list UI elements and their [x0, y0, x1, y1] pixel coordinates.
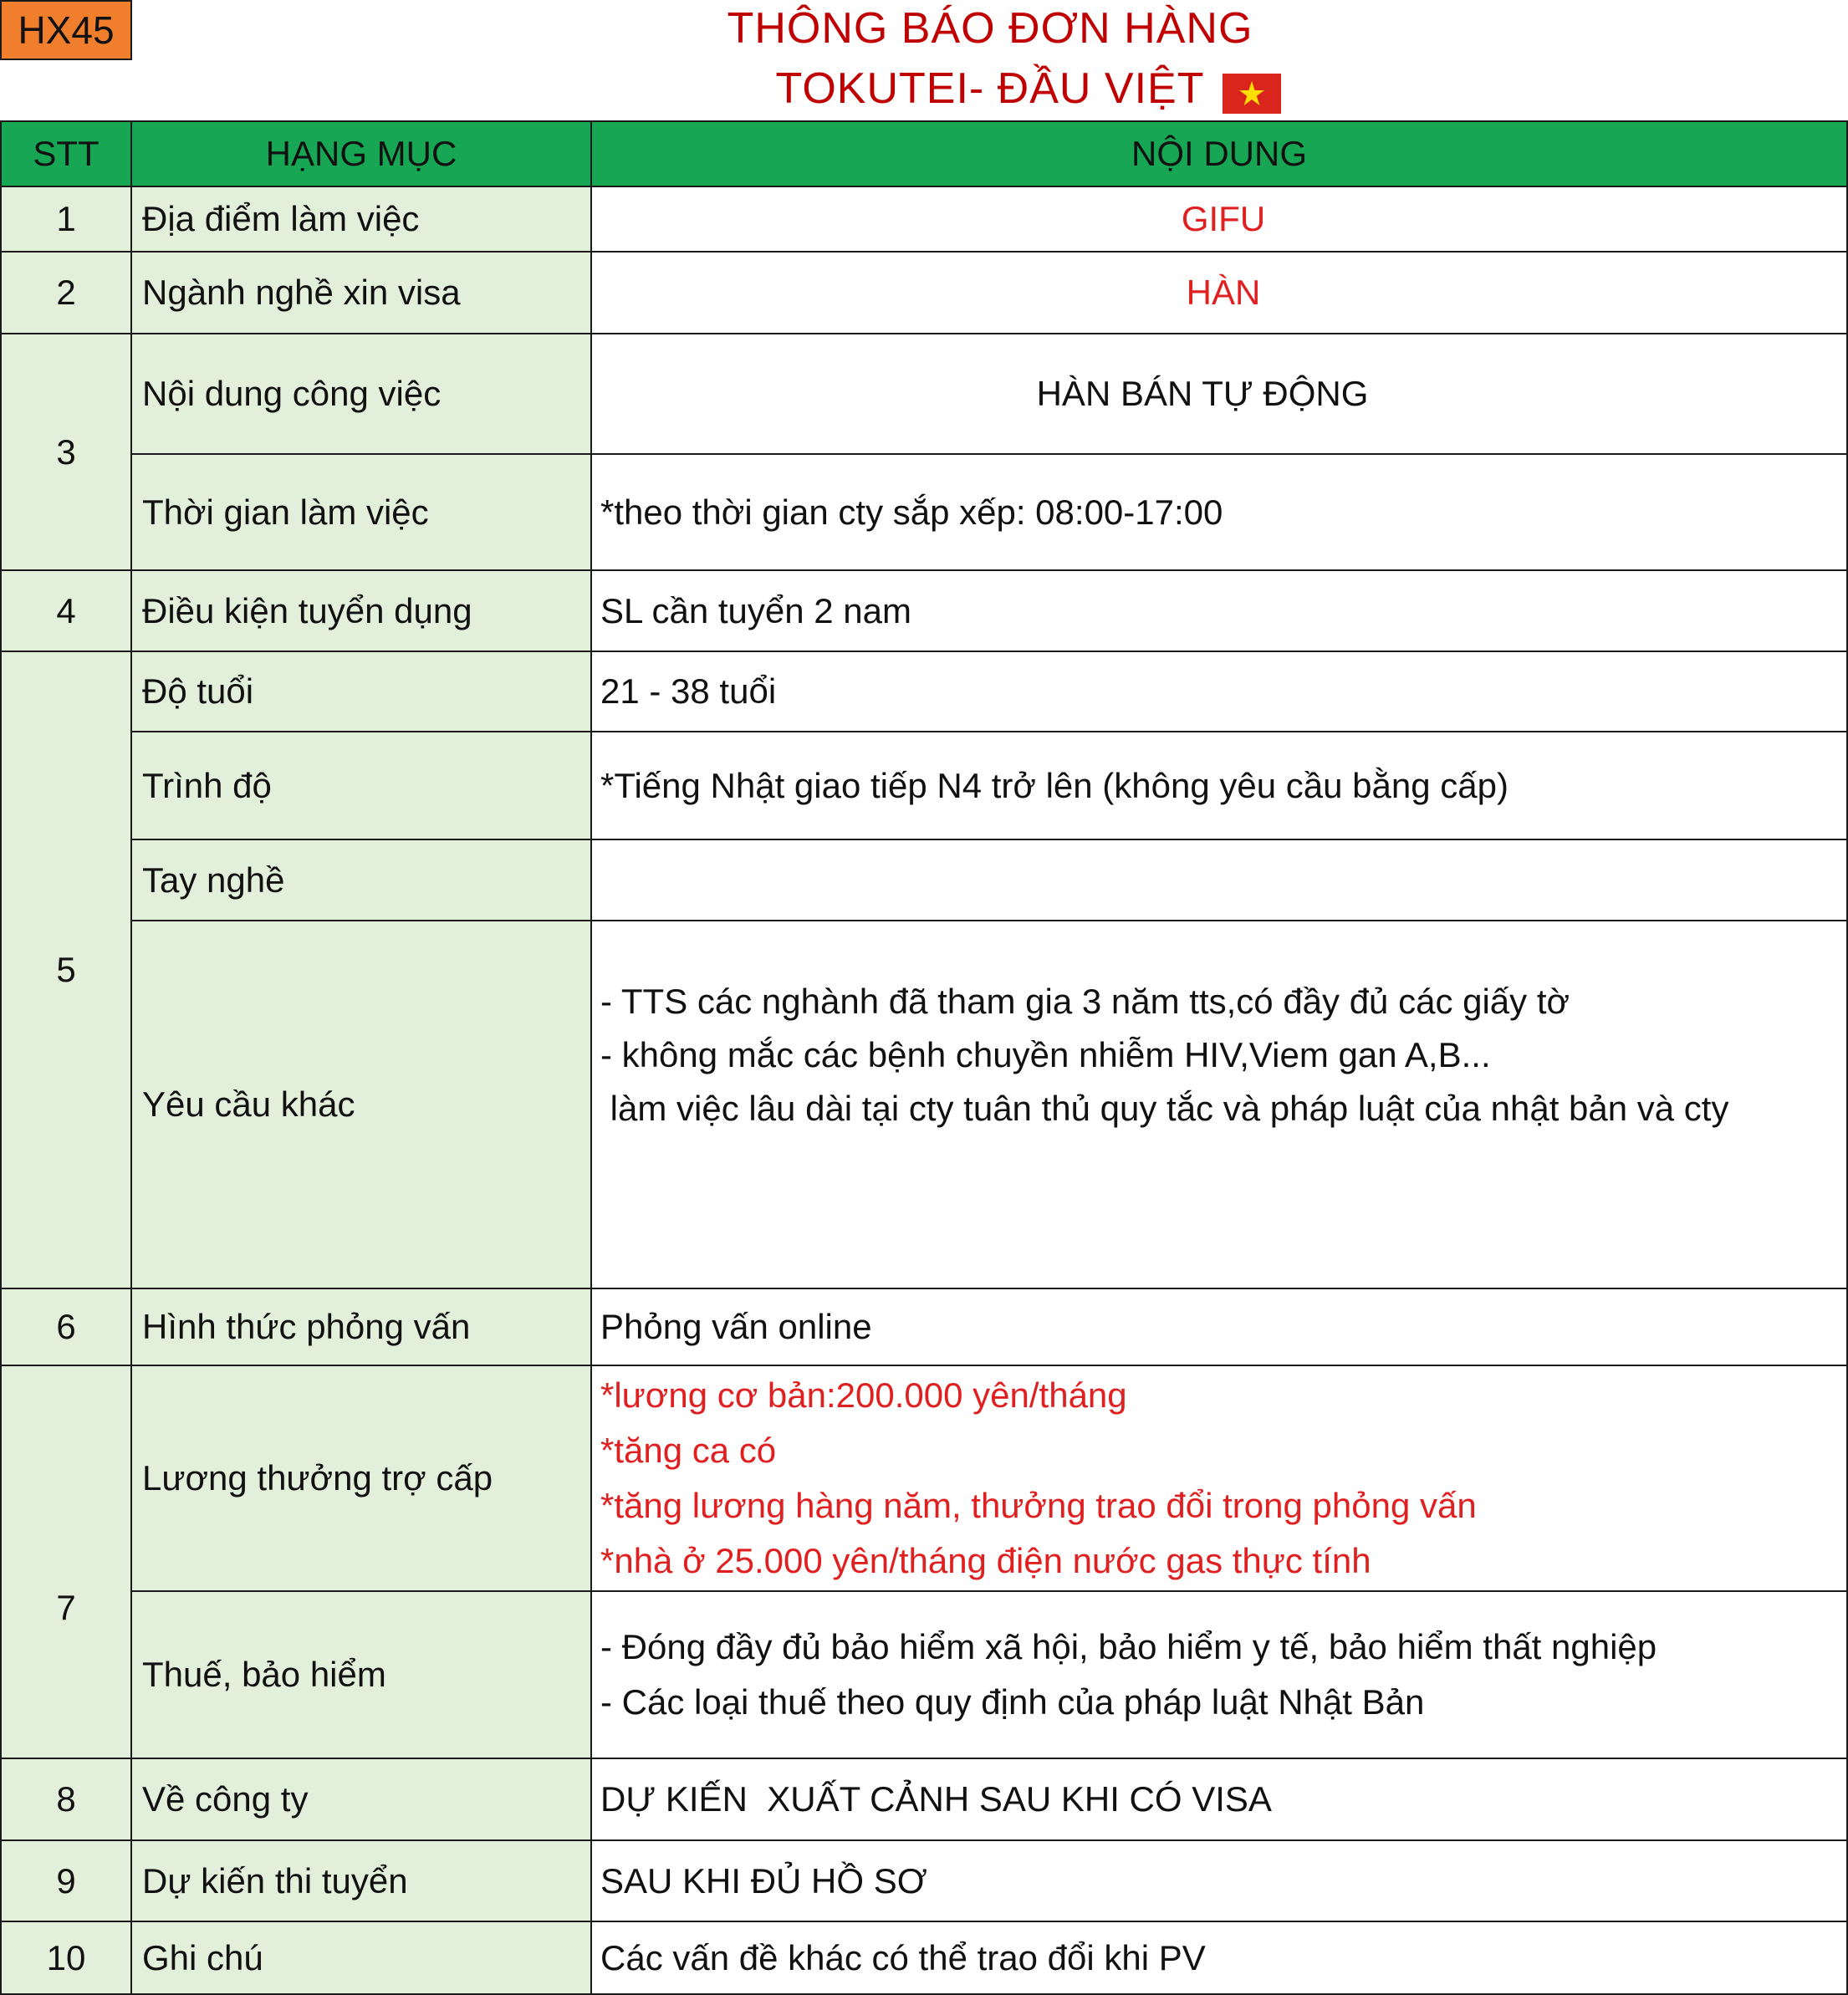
salary-line: *tăng lương hàng năm, thưởng trao đổi trong phỏng vấn: [600, 1486, 1477, 1525]
row-5c-category: Tay nghề: [130, 839, 592, 921]
row-3b-category: Thời gian làm việc: [130, 453, 592, 571]
row-5d-content: [590, 920, 1848, 1289]
row-9-stt: 9: [0, 1839, 132, 1922]
row-1-category: Địa điểm làm việc: [130, 186, 592, 253]
insurance-line: - Các loại thuế theo quy định của pháp luật Nhật Bản: [600, 1682, 1425, 1722]
row-8-content: DỰ KIẾN XUẤT CẢNH SAU KHI CÓ VISA: [590, 1758, 1848, 1841]
row-10-stt: 10: [0, 1921, 132, 1995]
row-6-stt: 6: [0, 1288, 132, 1366]
row-4-content: SL cần tuyển 2 nam: [590, 569, 1848, 652]
header-stt: STT: [0, 120, 132, 187]
row-9-content: SAU KHI ĐỦ HỒ SƠ: [590, 1839, 1848, 1922]
row-2-category: Ngành nghề xin visa: [130, 251, 592, 334]
insurance-line: - Đóng đầy đủ bảo hiểm xã hội, bảo hiểm y tế, bảo hiểm thất nghiệp: [600, 1627, 1657, 1666]
row-7-stt: 7: [0, 1365, 132, 1759]
row-7a-category: Lương thưởng trợ cấp: [130, 1365, 592, 1592]
row-1-content: GIFU: [590, 186, 1848, 253]
row-2-content: HÀN: [590, 251, 1848, 334]
row-3a-content: HÀN BÁN TỰ ĐỘNG: [590, 333, 1848, 455]
row-1-stt: 1: [0, 186, 132, 253]
row-5a-category: Độ tuổi: [130, 651, 592, 732]
vietnam-flag-icon: [1223, 74, 1281, 114]
row-2-stt: 2: [0, 251, 132, 334]
row-7b-category: Thuế, bảo hiểm: [130, 1590, 592, 1759]
row-5-stt: 5: [0, 651, 132, 1289]
title-line-1: THÔNG BÁO ĐƠN HÀNG: [727, 4, 1253, 53]
other-requirement-line: - không mắc các bệnh chuyền nhiễm HIV,Viem gan A,B...: [600, 1035, 1491, 1074]
row-9-category: Dự kiến thi tuyển: [130, 1839, 592, 1922]
row-5d-category: Yêu cầu khác: [130, 920, 592, 1289]
row-4-category: Điều kiện tuyển dụng: [130, 569, 592, 652]
row-3b-content: *theo thời gian cty sắp xếp: 08:00-17:00: [590, 453, 1848, 571]
row-7b-content: [590, 1590, 1848, 1759]
row-6-content: Phỏng vấn online: [590, 1288, 1848, 1366]
salary-line: *lương cơ bản:200.000 yên/tháng: [600, 1375, 1127, 1415]
row-7a-content: [590, 1365, 1848, 1592]
row-3a-category: Nội dung công việc: [130, 333, 592, 455]
row-5c-content: [590, 839, 1848, 921]
header-content: NỘI DUNG: [590, 120, 1848, 187]
row-10-category: Ghi chú: [130, 1921, 592, 1995]
title-line-2: [132, 64, 1848, 114]
row-10-content: Các vấn đề khác có thể trao đổi khi PV: [590, 1921, 1848, 1995]
title-line-2-text: TOKUTEI- ĐẦU VIỆT: [775, 64, 1205, 113]
row-5a-content: 21 - 38 tuổi: [590, 651, 1848, 732]
row-8-category: Về công ty: [130, 1758, 592, 1841]
header-category: HẠNG MỤC: [130, 120, 592, 187]
order-code-tag: HX45: [0, 0, 132, 60]
salary-line: *nhà ở 25.000 yên/tháng điện nước gas thực tính: [600, 1541, 1371, 1580]
row-3-stt: 3: [0, 333, 132, 571]
salary-line: *tăng ca có: [600, 1431, 777, 1470]
other-requirement-line: - TTS các nghành đã tham gia 3 năm tts,có đầy đủ các giấy tờ: [600, 982, 1570, 1021]
row-5b-content: *Tiếng Nhật giao tiếp N4 trở lên (không yêu cầu bằng cấp): [590, 731, 1848, 840]
row-6-category: Hình thức phỏng vấn: [130, 1288, 592, 1366]
other-requirement-line: làm việc lâu dài tại cty tuân thủ quy tắc và pháp luật của nhật bản và cty: [600, 1089, 1729, 1128]
row-8-stt: 8: [0, 1758, 132, 1841]
row-5b-category: Trình độ: [130, 731, 592, 840]
row-4-stt: 4: [0, 569, 132, 652]
